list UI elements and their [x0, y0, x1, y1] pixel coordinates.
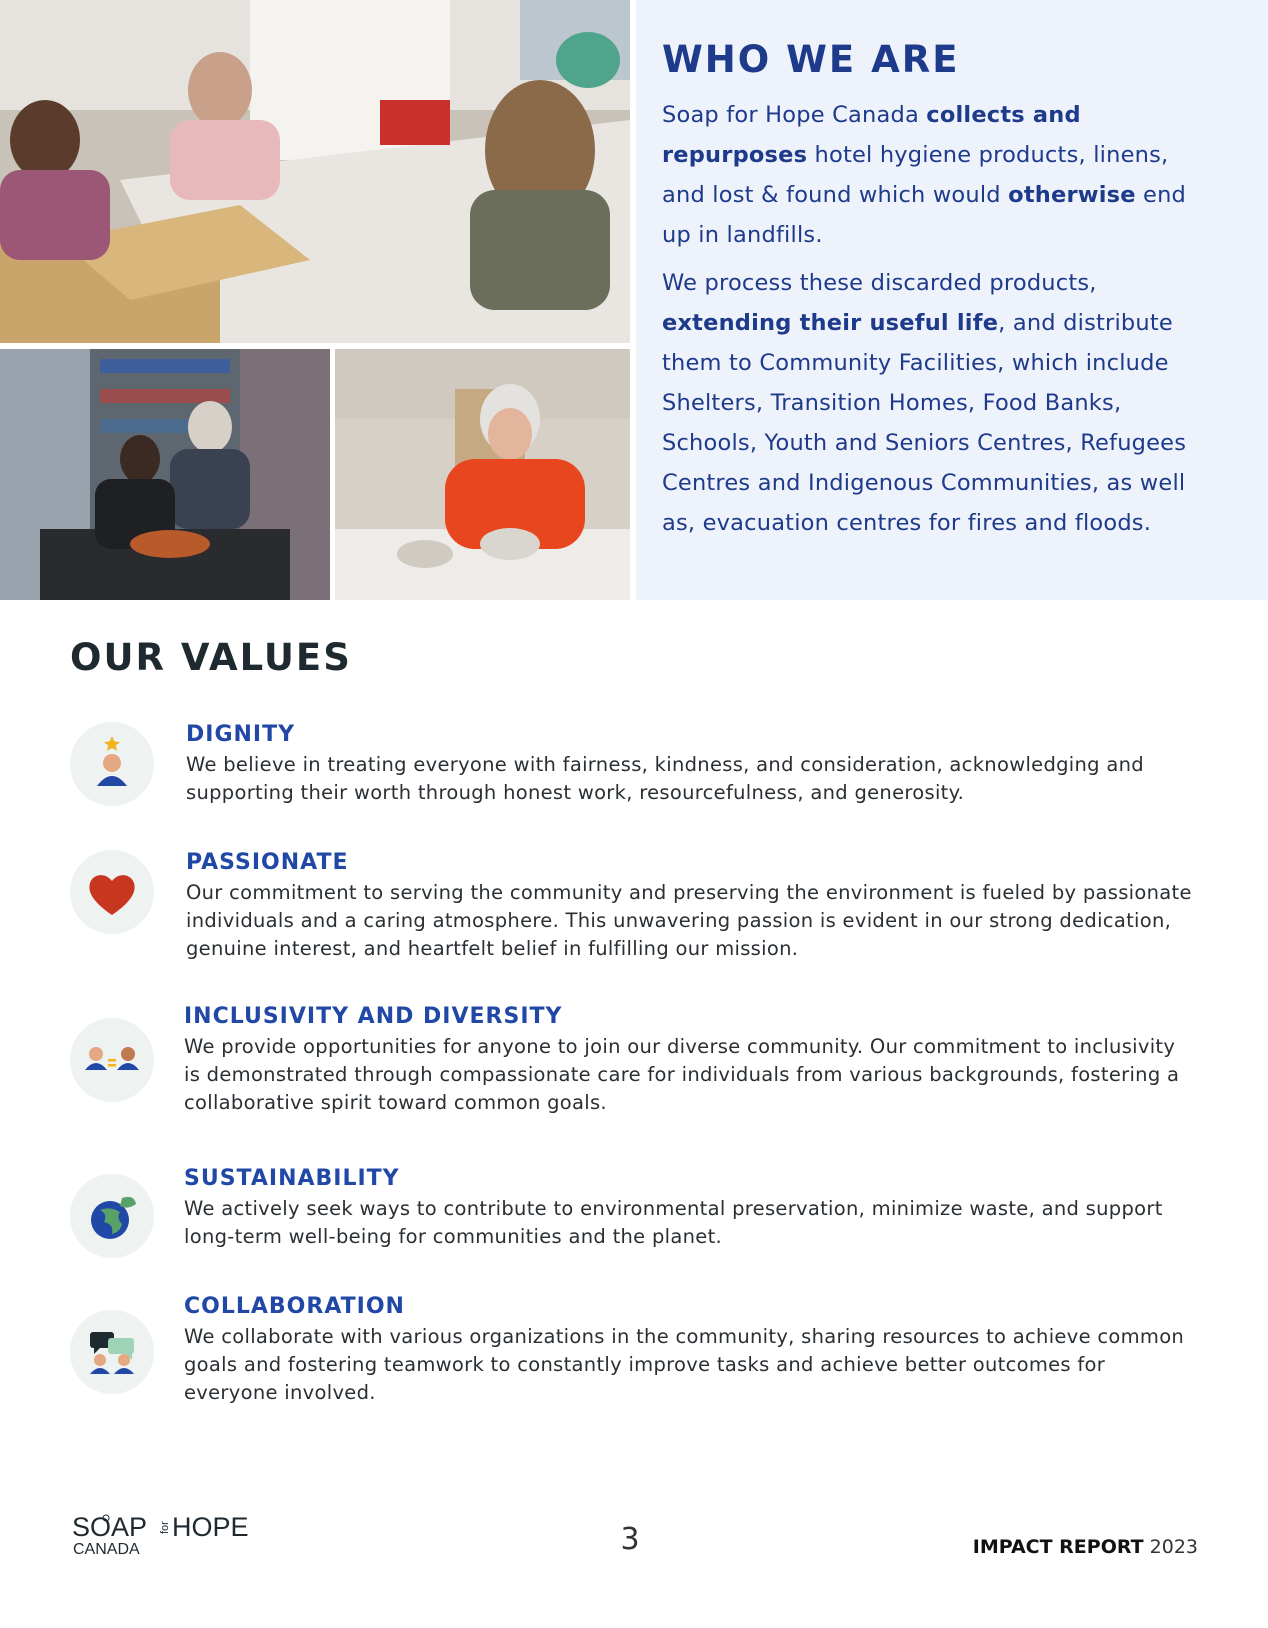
- value-description: We provide opportunities for anyone to join our diverse community. Our commitment to inclusivity is demonstrated through compassionate care for individuals from various backgrounds, fostering a collaborative spirit toward common goals.: [184, 1035, 1180, 1114]
- globe-leaf-icon: [70, 1174, 154, 1258]
- emphasis-text: otherwise: [1008, 182, 1136, 208]
- volunteers-workshop-photo: [0, 349, 330, 600]
- value-title: DIGNITY: [186, 722, 296, 747]
- our-values-heading: OUR VALUES: [70, 636, 352, 679]
- volunteer-soap-making-photo: [335, 349, 630, 600]
- who-we-are-paragraph-2: [662, 263, 1208, 543]
- who-we-are-heading: WHO WE ARE: [662, 38, 960, 81]
- report-label: [973, 1536, 1198, 1558]
- svg-text:CANADA: CANADA: [73, 1541, 140, 1556]
- equal-people-icon: [70, 1018, 154, 1102]
- value-description: Our commitment to serving the community and preserving the environment is fueled by passionate individuals and a caring atmosphere. This unwavering passion is evident in our strong dedication, genuine interest, and heartfelt belief in fulfilling our mission.: [186, 881, 1192, 960]
- svg-text:HOPE: HOPE: [172, 1512, 249, 1542]
- value-description: We believe in treating everyone with fairness, kindness, and consideration, acknowledging and supporting their worth through honest work, resourcefulness, and generosity.: [186, 753, 1144, 804]
- emphasis-text: collects and repurposes: [662, 102, 1081, 168]
- soap-for-hope-logo: [72, 1510, 252, 1556]
- svg-text:SOAP: SOAP: [72, 1512, 148, 1542]
- body-text: , and distribute them to Community Facilities, which include Shelters, Transition Homes, Food Banks, Schools, Youth and Seniors Centres, Refugees Centres and Indigenous Communities, as well as, evacuation centres for fires and floods.: [662, 310, 1187, 536]
- report-title: IMPACT REPORT: [972, 1536, 1144, 1558]
- value-description: We actively seek ways to contribute to environmental preservation, minimize waste, and support long-term well-being for communities and the planet.: [184, 1197, 1163, 1248]
- emphasis-text: extending their useful life: [662, 310, 999, 336]
- body-text: We process these discarded products,: [662, 270, 1097, 296]
- who-we-are-paragraph-1: [662, 95, 1208, 255]
- body-text: hotel hygiene products, linens, and lost & found which would: [662, 142, 1169, 208]
- svg-text:for: for: [159, 1521, 171, 1534]
- body-text: Soap for Hope Canada: [662, 102, 927, 128]
- volunteers-sorting-photo: [0, 0, 630, 343]
- report-year: 2023: [1149, 1536, 1198, 1558]
- chat-people-icon: [70, 1310, 154, 1394]
- value-description: We collaborate with various organizations in the community, sharing resources to achieve common goals and fostering teamwork to constantly improve tasks and achieve better outcomes for everyone involved.: [184, 1325, 1185, 1404]
- body-text: end up in landfills.: [662, 182, 1187, 248]
- page-number: 3: [620, 1522, 640, 1557]
- value-title: SUSTAINABILITY: [184, 1166, 400, 1191]
- value-title: INCLUSIVITY AND DIVERSITY: [184, 1004, 563, 1029]
- value-title: PASSIONATE: [186, 850, 349, 875]
- who-we-are-panel: [636, 0, 1268, 600]
- heart-icon: [70, 850, 154, 934]
- value-title: COLLABORATION: [184, 1294, 405, 1319]
- person-star-icon: [70, 722, 154, 806]
